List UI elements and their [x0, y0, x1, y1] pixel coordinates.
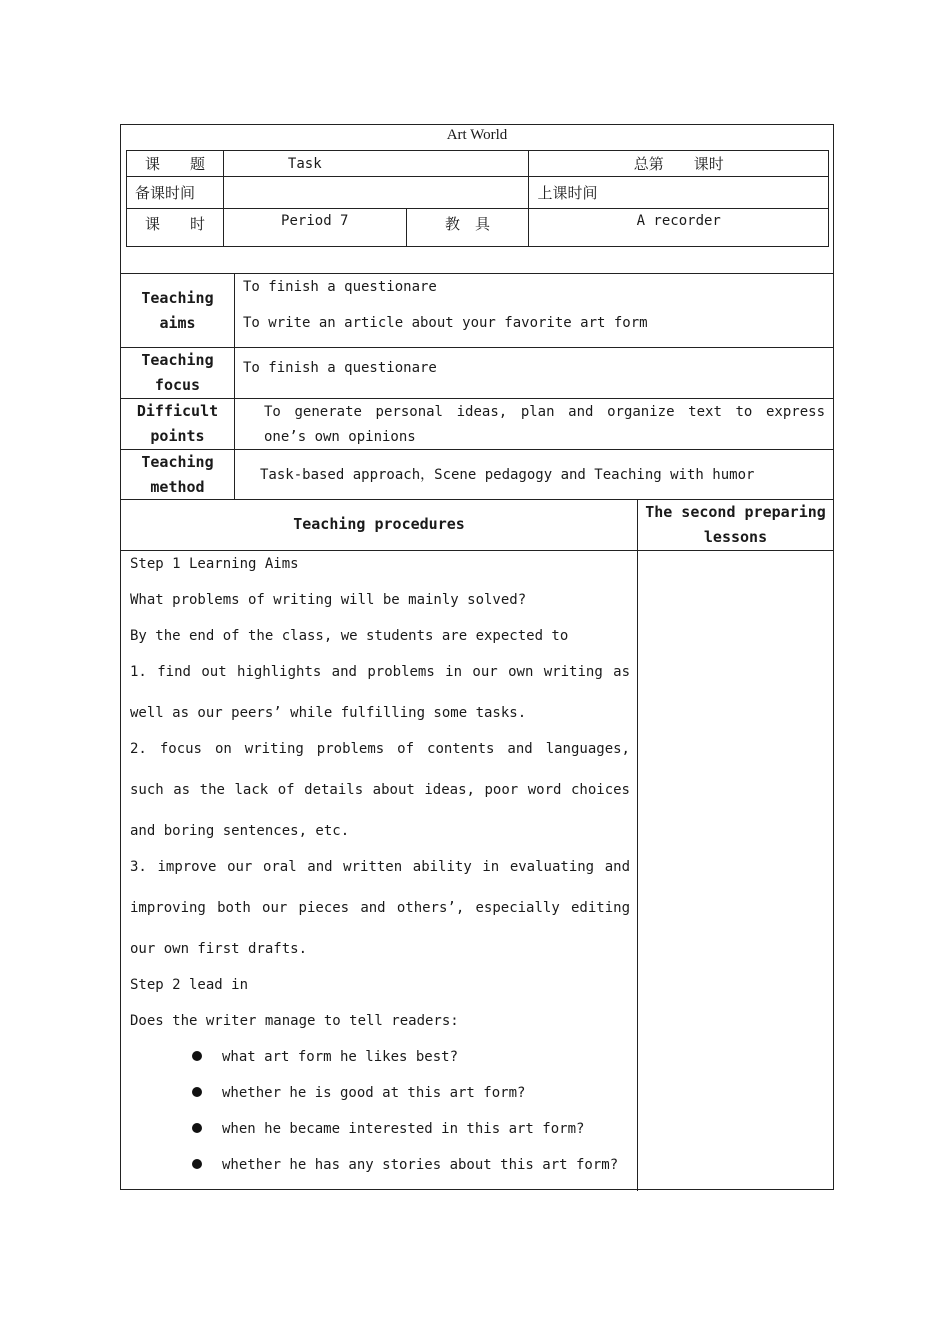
teaching-method-label: Teaching method [141, 453, 214, 496]
divider [121, 273, 833, 274]
divider [121, 550, 833, 551]
procedure-line: What problems of writing will be mainly solved? [130, 592, 527, 608]
difficult-line-2: one’s own opinions [264, 429, 416, 445]
procedure-line: 3. improve our oral and written ability in evaluating and [130, 859, 630, 875]
teaching-focus-label: Teaching focus [141, 351, 214, 394]
second-preparing-header: The second preparing lessons [645, 503, 826, 546]
aims-line-2: To write an article about your favorite art form [243, 315, 648, 331]
procedure-line: 2. focus on writing problems of contents and languages, [130, 741, 630, 757]
procedure-line: such as the lack of details about ideas, poor word choices [130, 782, 630, 798]
bullet-item: whether he is good at this art form? [222, 1085, 526, 1101]
procedure-line: Does the writer manage to tell readers: [130, 1013, 459, 1029]
bullet-item: what art form he likes best? [222, 1049, 459, 1065]
procedure-line: 1. find out highlights and problems in our own writing as [130, 664, 630, 680]
procedure-line: and boring sentences, etc. [130, 823, 350, 839]
period-value: Period 7 [223, 209, 406, 247]
bullet-icon [192, 1159, 202, 1169]
prep-time-label: 备课时间 [127, 177, 224, 209]
bullet-item: whether he has any stories about this art form? [222, 1157, 619, 1173]
topic-label: 课 题 [127, 151, 224, 177]
bullet-icon [192, 1087, 202, 1097]
lesson-plan-page [120, 124, 834, 1190]
bullet-icon [192, 1051, 202, 1061]
header-table [126, 150, 829, 247]
difficult-line-1: To generate personal ideas, plan and organize text to express [264, 404, 825, 420]
period-label: 课 时 [127, 209, 224, 247]
method-text: Task-based approach，Scene pedagogy and Teaching with humor [260, 467, 755, 483]
bullet-icon [192, 1123, 202, 1133]
total-lesson-label: 总第 课时 [529, 151, 829, 177]
procedure-line: Step 2 lead in [130, 977, 249, 993]
notes-column-divider [637, 499, 638, 1191]
prep-time-value [223, 177, 529, 209]
bullet-item: when he became interested in this art form? [222, 1121, 585, 1137]
procedure-line: our own first drafts. [130, 941, 308, 957]
document-title: Art World [446, 127, 508, 143]
procedure-line: Step 1 Learning Aims [130, 556, 299, 572]
teaching-aims-label: Teaching aims [141, 289, 214, 332]
procedures-header: Teaching procedures [293, 515, 465, 533]
aims-line-1: To finish a questionare [243, 279, 437, 295]
focus-text: To finish a questionare [243, 360, 437, 376]
topic-value: Task [223, 151, 529, 177]
label-column-divider [234, 273, 235, 499]
tools-label: 教 具 [406, 209, 529, 247]
class-time-label: 上课时间 [529, 177, 829, 209]
procedure-line: well as our peers’ while fulfilling some tasks. [130, 705, 527, 721]
procedure-line: improving both our pieces and others’, especially editing [130, 900, 630, 916]
difficult-points-label: Difficult points [136, 402, 219, 445]
procedure-line: By the end of the class, we students are expected to [130, 628, 569, 644]
tools-value: A recorder [529, 209, 829, 247]
